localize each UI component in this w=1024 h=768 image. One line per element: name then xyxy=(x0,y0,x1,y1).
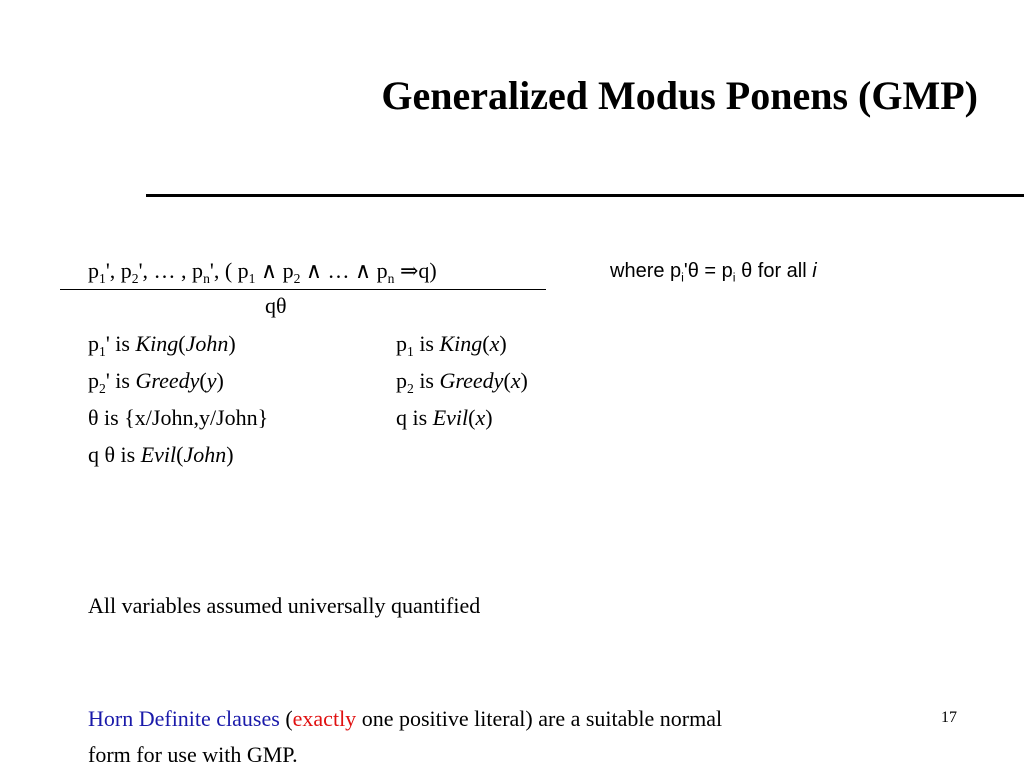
slide-title: Generalized Modus Ponens (GMP) xyxy=(381,73,978,118)
horn-note-line-1: Horn Definite clauses (exactly one positive literal) are a suitable normal xyxy=(88,706,723,731)
inference-line xyxy=(60,289,546,290)
example-right-row-2: $p_2$ is Greedy(x) xyxy=(396,368,528,396)
horn-definite-term: Horn Definite clauses xyxy=(88,706,280,731)
horn-note-line-2: form for use with GMP. xyxy=(88,742,298,767)
example-right-row-3: q is Evil(x) xyxy=(396,405,493,430)
exactly-emphasis: exactly xyxy=(292,706,357,731)
example-right-row-1: $p_1$ is King(x) xyxy=(396,331,507,359)
universal-note: All variables assumed universally quantified xyxy=(88,593,481,618)
gmp-premise: $p_1'$, $p_2'$, … , $p_n'$, ( $p_1$ ∧ $p_2$ ∧ … ∧ $p_n$ ⇒q) xyxy=(88,258,437,286)
gmp-condition: where $p_i'\theta = p_i$ θ for all i xyxy=(610,260,817,285)
example-left-row-4: q θ is Evil(John) xyxy=(88,442,234,467)
page-number: 17 xyxy=(941,709,957,726)
example-left-row-3: θ is {x/John,y/John} xyxy=(88,405,269,430)
example-left-row-1: $p_1'$ is King(John) xyxy=(88,331,236,359)
title-underline xyxy=(146,194,1024,197)
example-left-row-2: $p_2'$ is Greedy(y) xyxy=(88,368,224,396)
gmp-conclusion: qθ xyxy=(265,293,287,318)
